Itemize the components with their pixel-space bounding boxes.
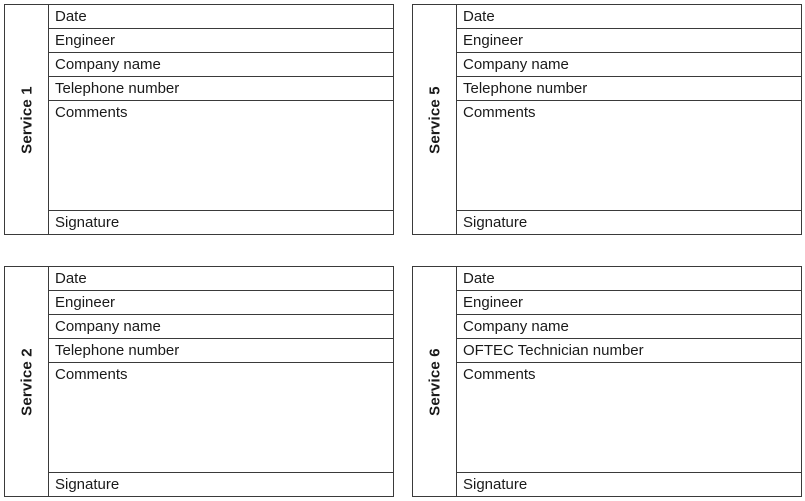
company-name-field[interactable]: Company name [457, 315, 801, 339]
engineer-field[interactable]: Engineer [457, 29, 801, 53]
company-name-field[interactable]: Company name [49, 315, 393, 339]
engineer-field[interactable]: Engineer [49, 291, 393, 315]
comments-field[interactable]: Comments [49, 101, 393, 211]
service-side-panel [5, 267, 49, 496]
comments-field[interactable]: Comments [49, 363, 393, 473]
service-side-panel [5, 5, 49, 234]
service-record-2 [4, 266, 394, 497]
telephone-number-field[interactable]: Telephone number [457, 77, 801, 101]
service-side-panel [413, 5, 457, 234]
service-heading: Service 6 [426, 347, 443, 416]
date-field[interactable]: Date [457, 267, 801, 291]
signature-field[interactable]: Signature [463, 476, 528, 493]
service-heading: Service 5 [426, 85, 443, 154]
comments-field[interactable]: Comments [457, 101, 801, 211]
telephone-number-field[interactable]: Telephone number [49, 77, 393, 101]
service-fields [457, 267, 801, 496]
signature-field[interactable]: Signature [463, 214, 528, 231]
service-fields [49, 267, 393, 496]
engineer-field[interactable]: Engineer [457, 291, 801, 315]
date-field[interactable]: Date [49, 5, 393, 29]
signature-field[interactable]: Signature [55, 476, 120, 493]
date-field[interactable]: Date [49, 267, 393, 291]
service-heading: Service 1 [18, 85, 35, 154]
oftec-technician-number-field[interactable]: OFTEC Technician number [457, 339, 801, 363]
service-record-6 [412, 266, 802, 497]
service-heading: Service 2 [18, 347, 35, 416]
company-name-field[interactable]: Company name [457, 53, 801, 77]
service-side-panel [413, 267, 457, 496]
telephone-number-field[interactable]: Telephone number [49, 339, 393, 363]
service-fields [457, 5, 801, 234]
service-record-5 [412, 4, 802, 235]
service-record-1 [4, 4, 394, 235]
engineer-field[interactable]: Engineer [49, 29, 393, 53]
company-name-field[interactable]: Company name [49, 53, 393, 77]
signature-field[interactable]: Signature [55, 214, 120, 231]
service-fields [49, 5, 393, 234]
date-field[interactable]: Date [457, 5, 801, 29]
comments-field[interactable]: Comments [457, 363, 801, 473]
